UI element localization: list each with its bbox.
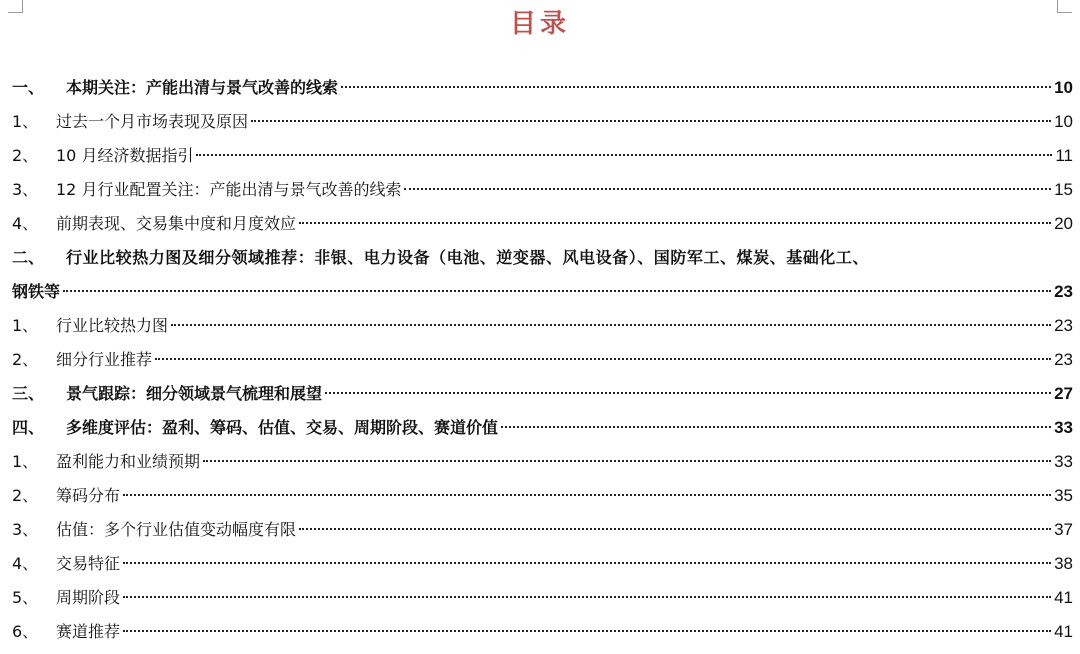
toc-entry-page: 20 [1054, 214, 1073, 233]
toc-entry-title: 过去一个月市场表现及原因 [56, 112, 249, 131]
toc-entry-2-2[interactable] [12, 343, 1073, 377]
toc-entry-section-2-line2[interactable] [12, 275, 1073, 309]
toc-entry-number: 5、 [12, 588, 39, 607]
toc-entry-number: 1、 [12, 316, 39, 335]
toc-entry-page: 23 [1054, 350, 1073, 369]
toc-entry-number: 3、 [12, 180, 39, 199]
toc-entry-page: 15 [1054, 180, 1073, 199]
toc-entry-title: 12 月行业配置关注：产能出清与景气改善的线索 [56, 180, 402, 199]
dot-leader [325, 392, 1051, 394]
toc-entry-page: 41 [1054, 622, 1073, 641]
toc-entry-4-6[interactable] [12, 615, 1073, 649]
toc-entry-1-3[interactable] [12, 173, 1073, 207]
toc-entry-page: 23 [1054, 282, 1073, 301]
toc-entry-page: 33 [1054, 418, 1073, 437]
toc-entry-title: 筹码分布 [56, 486, 121, 505]
toc-entry-1-2[interactable] [12, 139, 1073, 173]
toc-entry-title: 细分行业推荐 [56, 350, 153, 369]
toc-entry-number: 三、 [12, 384, 45, 403]
dot-leader [203, 460, 1051, 462]
toc-entry-title: 景气跟踪：细分领域景气梳理和展望 [66, 384, 323, 403]
toc-heading: 目录 [509, 9, 570, 39]
toc-entry-number: 一、 [12, 78, 45, 97]
toc-entry-number: 3、 [12, 520, 39, 539]
dot-leader [404, 188, 1051, 190]
toc-entry-number: 2、 [12, 146, 39, 165]
dot-leader [299, 222, 1051, 224]
toc-entry-number: 四、 [12, 418, 45, 437]
toc-entry-4-4[interactable] [12, 547, 1073, 581]
dot-leader [341, 86, 1051, 88]
toc-entry-number: 4、 [12, 554, 39, 573]
toc-entry-number: 二、 [12, 248, 45, 267]
toc-entry-number: 2、 [12, 350, 39, 369]
toc-entry-title: 10 月经济数据指引 [56, 146, 194, 165]
toc-entry-4-1[interactable] [12, 445, 1073, 479]
toc-entry-4-3[interactable] [12, 513, 1073, 547]
dot-leader [501, 426, 1051, 428]
dot-leader [196, 154, 1052, 156]
toc-entry-4-5[interactable] [12, 581, 1073, 615]
toc-entry-1-1[interactable] [12, 105, 1073, 139]
toc-entry-page: 35 [1054, 486, 1073, 505]
toc-entry-title: 行业比较热力图 [56, 316, 169, 335]
dot-leader [251, 120, 1051, 122]
toc-entry-page: 11 [1055, 146, 1073, 165]
toc-entry-title: 估值：多个行业估值变动幅度有限 [56, 520, 297, 539]
toc-entry-page: 27 [1054, 384, 1073, 403]
dot-leader [123, 494, 1051, 496]
toc-entry-section-3[interactable] [12, 377, 1073, 411]
toc-entry-title-continued: 钢铁等 [12, 282, 61, 301]
toc-entry-section-1[interactable] [12, 71, 1073, 105]
toc-entry-section-2-line1[interactable] [12, 241, 1073, 275]
toc-entry-page: 37 [1054, 520, 1073, 539]
toc-entry-page: 41 [1054, 588, 1073, 607]
toc-entry-number: 1、 [12, 452, 39, 471]
toc-entry-page: 38 [1054, 554, 1073, 573]
toc-entry-page: 23 [1054, 316, 1073, 335]
toc-entry-number: 1、 [12, 112, 39, 131]
toc-entry-title: 赛道推荐 [56, 622, 121, 641]
toc-entry-title: 多维度评估：盈利、筹码、估值、交易、周期阶段、赛道价值 [66, 418, 499, 437]
toc-entry-page: 10 [1054, 78, 1073, 97]
dot-leader [123, 562, 1051, 564]
toc-entry-title: 盈利能力和业绩预期 [56, 452, 201, 471]
dot-leader [123, 630, 1051, 632]
toc-entry-section-4[interactable] [12, 411, 1073, 445]
toc-entry-number: 6、 [12, 622, 39, 641]
toc-entry-title: 交易特征 [56, 554, 121, 573]
toc-entry-title: 行业比较热力图及细分领域推荐：非银、电力设备（电池、逆变器、风电设备）、国防军工、煤炭、基础化工、 [66, 248, 869, 267]
toc-list [12, 71, 1073, 649]
toc-entry-number: 4、 [12, 214, 39, 233]
toc-entry-number: 2、 [12, 486, 39, 505]
toc-entry-page: 33 [1054, 452, 1073, 471]
toc-entry-title: 本期关注：产能出清与景气改善的线索 [66, 78, 339, 97]
toc-entry-title: 前期表现、交易集中度和月度效应 [56, 214, 297, 233]
dot-leader [171, 324, 1051, 326]
toc-entry-4-2[interactable] [12, 479, 1073, 513]
dot-leader [299, 528, 1051, 530]
toc-entry-title: 周期阶段 [56, 588, 121, 607]
toc-entry-page: 10 [1054, 112, 1073, 131]
toc-entry-1-4[interactable] [12, 207, 1073, 241]
dot-leader [155, 358, 1051, 360]
dot-leader [123, 596, 1051, 598]
dot-leader [63, 290, 1051, 292]
toc-entry-2-1[interactable] [12, 309, 1073, 343]
